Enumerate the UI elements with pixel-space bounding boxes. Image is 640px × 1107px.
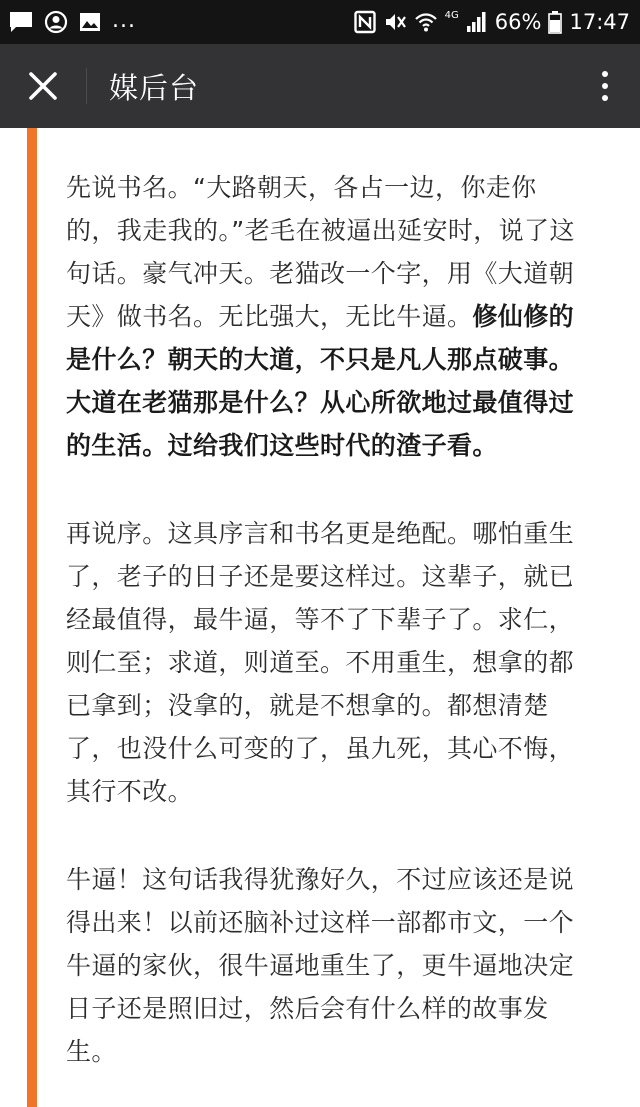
wifi-icon [414, 10, 438, 34]
image-icon [78, 10, 102, 34]
close-button[interactable] [0, 44, 86, 128]
mute-icon [383, 10, 407, 34]
system-icons [354, 10, 630, 34]
paragraph-conclusion: 牛逼！这句话我得犹豫好久，不过应该还是说得出来！以前还脑补过这样一部都市文，一个牛逼的家伙，很牛逼地重生了，更牛逼地决定日子还是照旧过，然后会有什么样的故事发生。 [66, 865, 575, 1066]
signal-icon [466, 11, 488, 33]
overflow-indicator: ... [112, 7, 136, 33]
battery-icon [548, 10, 562, 34]
quote-accent-bar [27, 128, 37, 1107]
more-vertical-icon-dot [602, 95, 608, 101]
article-content[interactable] [0, 128, 640, 1107]
paragraph-bold-text: 修仙修的是什么？朝天的大道，不只是凡人那点破事。大道在老猫那是什么？从心所欲地过最值得过的生活。过给我们这些时代的渣子看。 [66, 302, 575, 460]
paragraph-text: 先说书名。“大路朝天，各占一边，你走你的，我走我的。”老毛在被逼出延安时，说了这句话。豪气冲天。老猫改一个字，用《大道朝天》做书名。无比强大，无比牛逼。 [66, 173, 575, 331]
paragraph-preface-commentary: 再说序。这具序言和书名更是绝配。哪怕重生了，老子的日子还是要这样过。这辈子，就已经最值得，最牛逼，等不了下辈子了。求仁，则仁至；求道，则道至。不用重生，想拿的都已拿到；没拿的，就是不想拿的。都想清楚了，也没什么可变的了，虽九死，其心不悔，其行不改。 [66, 519, 575, 806]
clock: 17:47 [569, 10, 630, 34]
message-icon [8, 10, 34, 34]
account-circle-icon [44, 10, 68, 34]
more-vertical-icon-dot [602, 83, 608, 89]
notification-icons [8, 7, 136, 35]
network-type-label: 4G [444, 9, 459, 21]
status-bar [0, 0, 640, 44]
page-title: 媒后台 [109, 70, 200, 105]
nfc-icon [354, 10, 376, 34]
more-options-button[interactable] [570, 44, 640, 128]
paragraph-title-commentary [66, 166, 586, 467]
title-bar [0, 44, 640, 128]
article-body [66, 166, 586, 1107]
title-divider [86, 68, 87, 104]
close-icon [28, 71, 58, 101]
battery-percent: 66% [494, 10, 542, 34]
more-vertical-icon-dot [602, 71, 608, 77]
